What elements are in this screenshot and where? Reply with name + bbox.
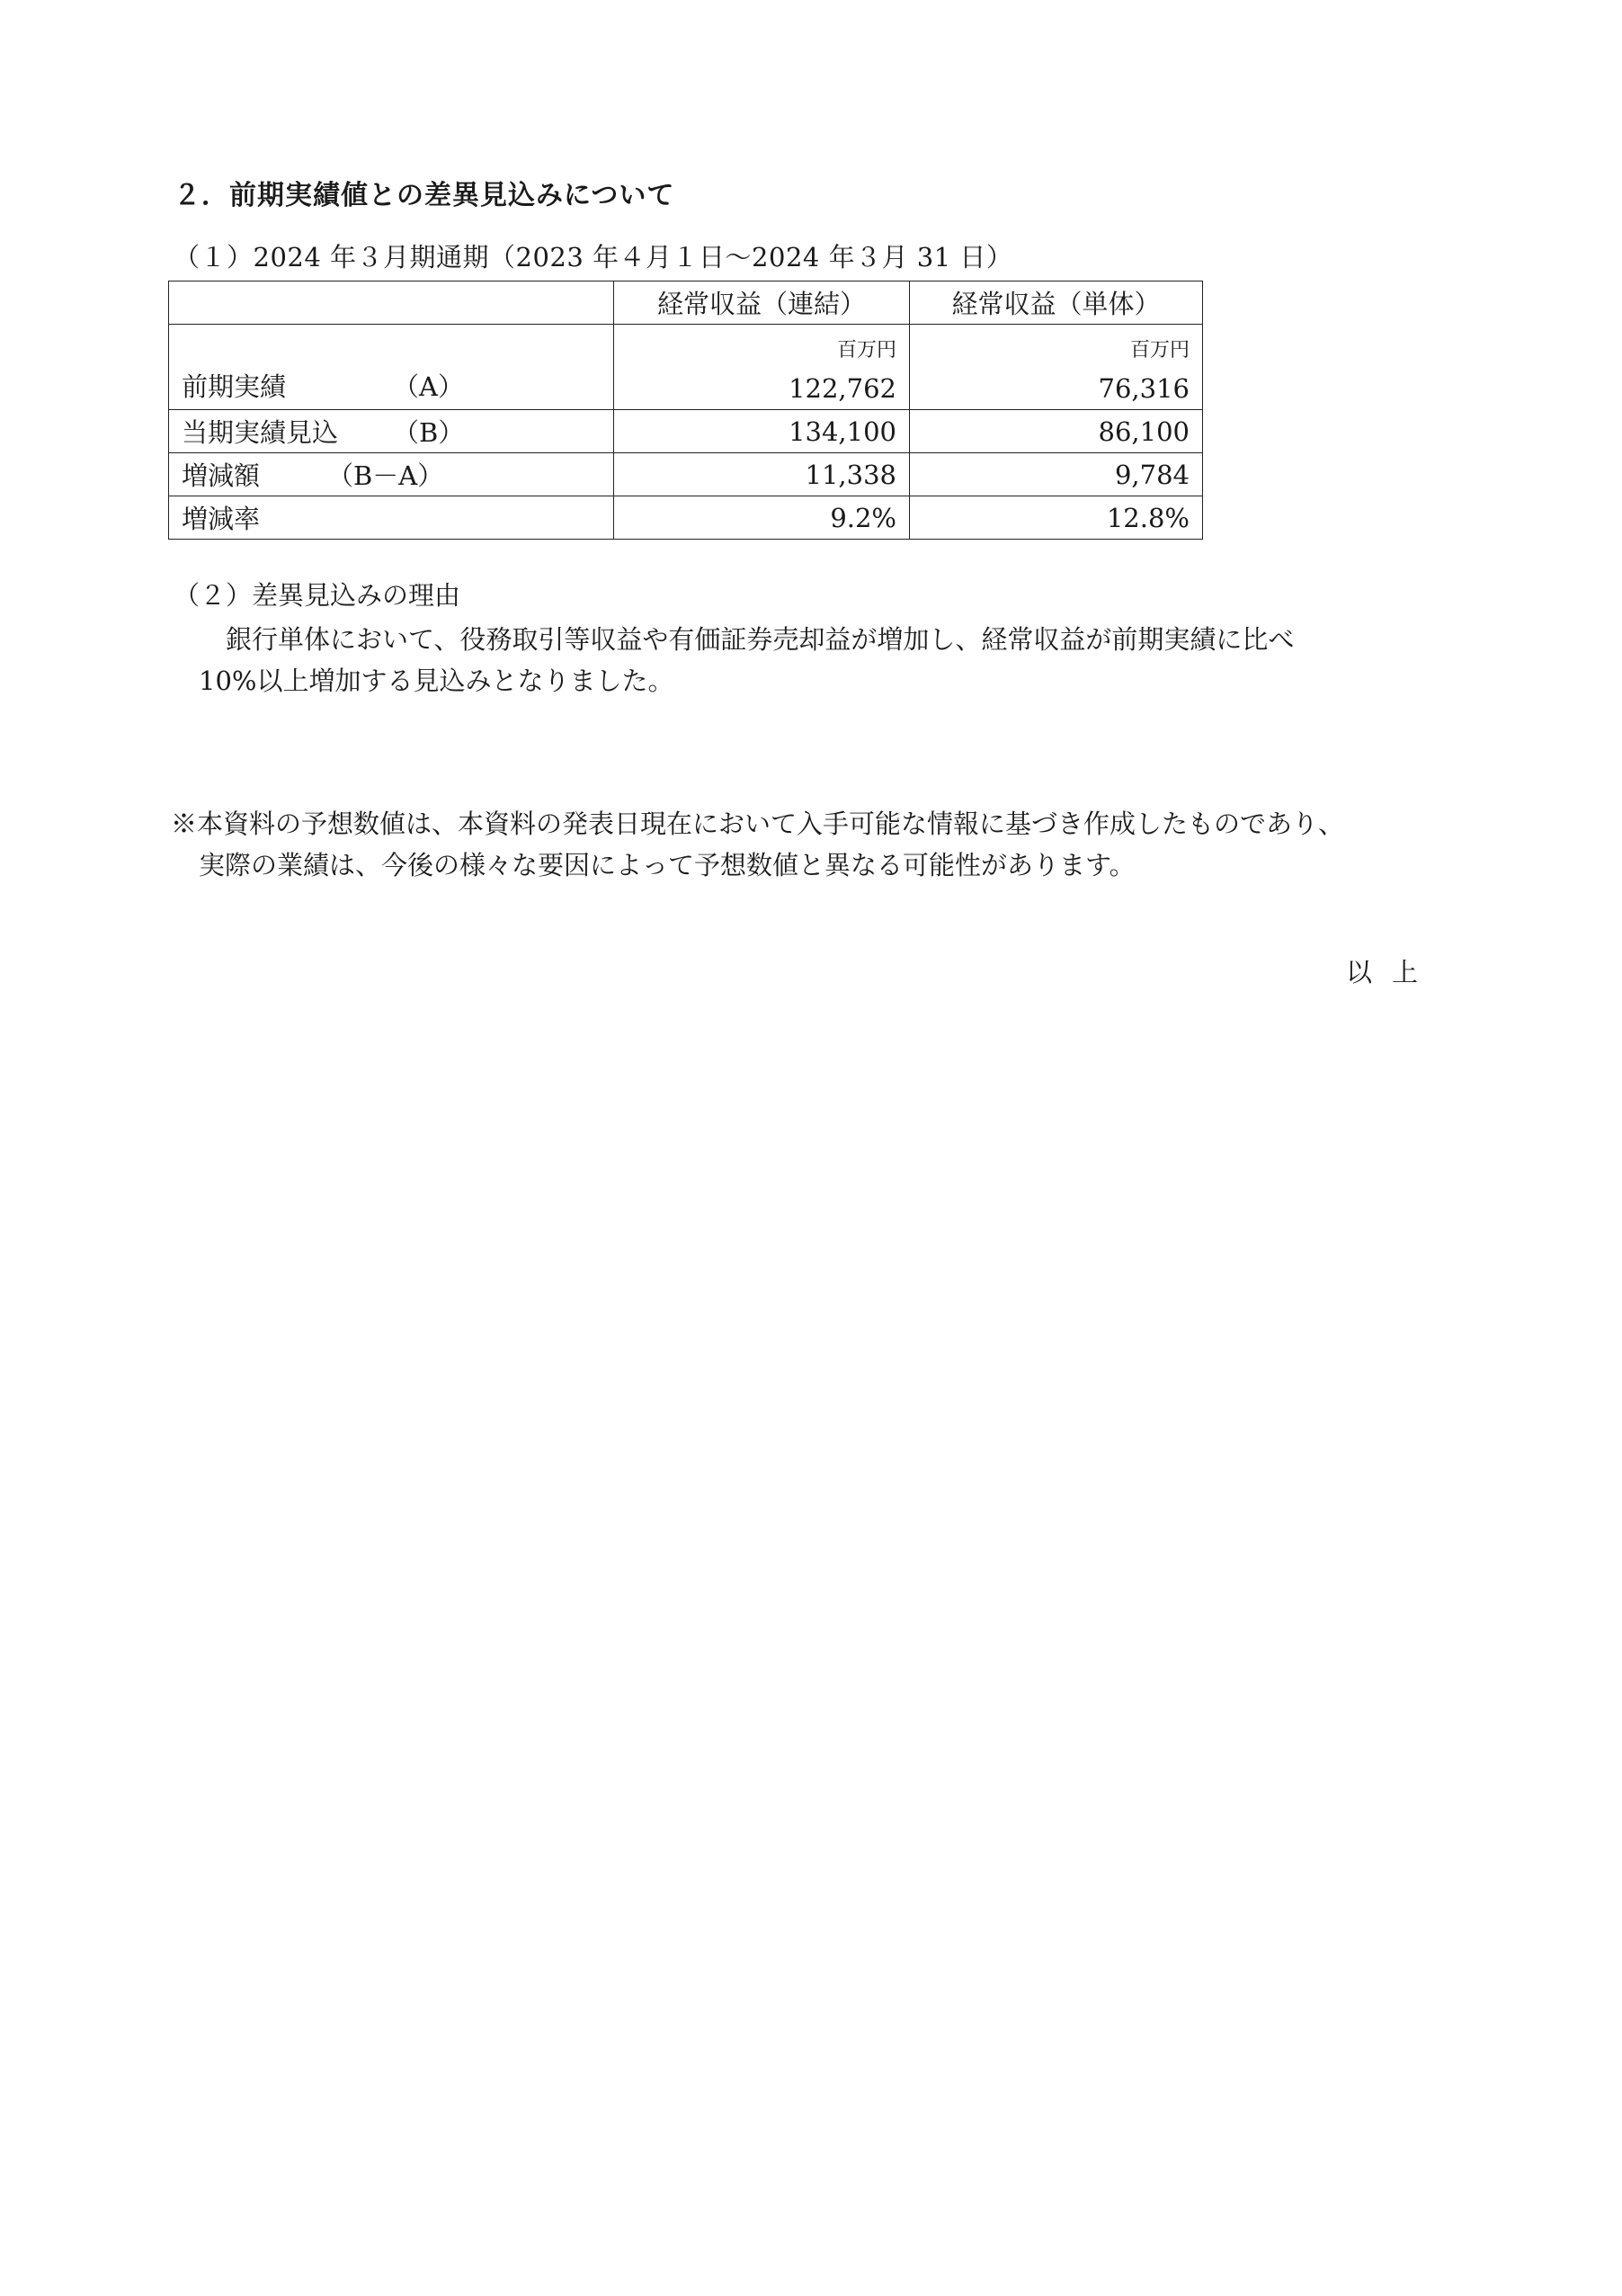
- table-header-row: [169, 281, 1203, 325]
- row-mark: （A）: [393, 371, 464, 402]
- row-label-cell: [169, 325, 614, 410]
- value-cell: [614, 325, 910, 410]
- value-cell: 86,100: [910, 410, 1203, 453]
- col-header-nonconsolidated: 経常収益（単体）: [910, 281, 1203, 325]
- disclaimer-line-1: ※本資料の予想数値は、本資料の発表日現在において入手可能な情報に基づき作成したものであり、: [171, 809, 1345, 839]
- results-table: [168, 281, 1203, 540]
- table-corner-cell: [169, 281, 614, 325]
- value: 76,316: [1098, 373, 1190, 404]
- section-heading: ２．前期実績値との差異見込みについて: [174, 180, 675, 211]
- row-label: 当期実績見込: [182, 417, 339, 448]
- reason-line-2: 10%以上増加する見込みとなりました。: [199, 666, 674, 696]
- section2-title: （２）差異見込みの理由: [174, 580, 461, 611]
- row-label-cell: [169, 453, 614, 496]
- reason-paragraph: [174, 619, 1486, 701]
- row-label-cell: [169, 496, 614, 540]
- row-mark: （B）: [393, 417, 465, 448]
- row-label: 前期実績: [182, 371, 287, 402]
- value: 122,762: [789, 373, 896, 404]
- row-label-cell: [169, 410, 614, 453]
- disclaimer-note: [171, 803, 1344, 886]
- value-cell: 9.2%: [614, 496, 910, 540]
- table-row: [169, 453, 1203, 496]
- value-cell: 134,100: [614, 410, 910, 453]
- value-cell: [910, 325, 1203, 410]
- value-cell: 12.8%: [910, 496, 1203, 540]
- reason-line-1: 銀行単体において、役務取引等収益や有価証券売却益が増加し、経常収益が前期実績に比べ: [226, 624, 1295, 655]
- col-header-consolidated: 経常収益（連結）: [614, 281, 910, 325]
- row-mark: （B－A）: [327, 460, 444, 491]
- closing-mark: 以上: [1346, 957, 1439, 987]
- row-label: 増減額: [182, 460, 261, 491]
- row-label: 増減率: [182, 504, 261, 534]
- value-cell: 11,338: [614, 453, 910, 496]
- unit-label: 百万円: [836, 339, 896, 362]
- section1-title: （１）2024 年３月期通期（2023 年４月１日～2024 年３月 31 日）: [174, 242, 1013, 272]
- table-row: [169, 496, 1203, 540]
- table-row: [169, 410, 1203, 453]
- table-row: [169, 325, 1203, 410]
- unit-label: 百万円: [1129, 339, 1190, 362]
- value-cell: 9,784: [910, 453, 1203, 496]
- disclaimer-line-2: 実際の業績は、今後の様々な要因によって予想数値と異なる可能性があります。: [199, 850, 1136, 880]
